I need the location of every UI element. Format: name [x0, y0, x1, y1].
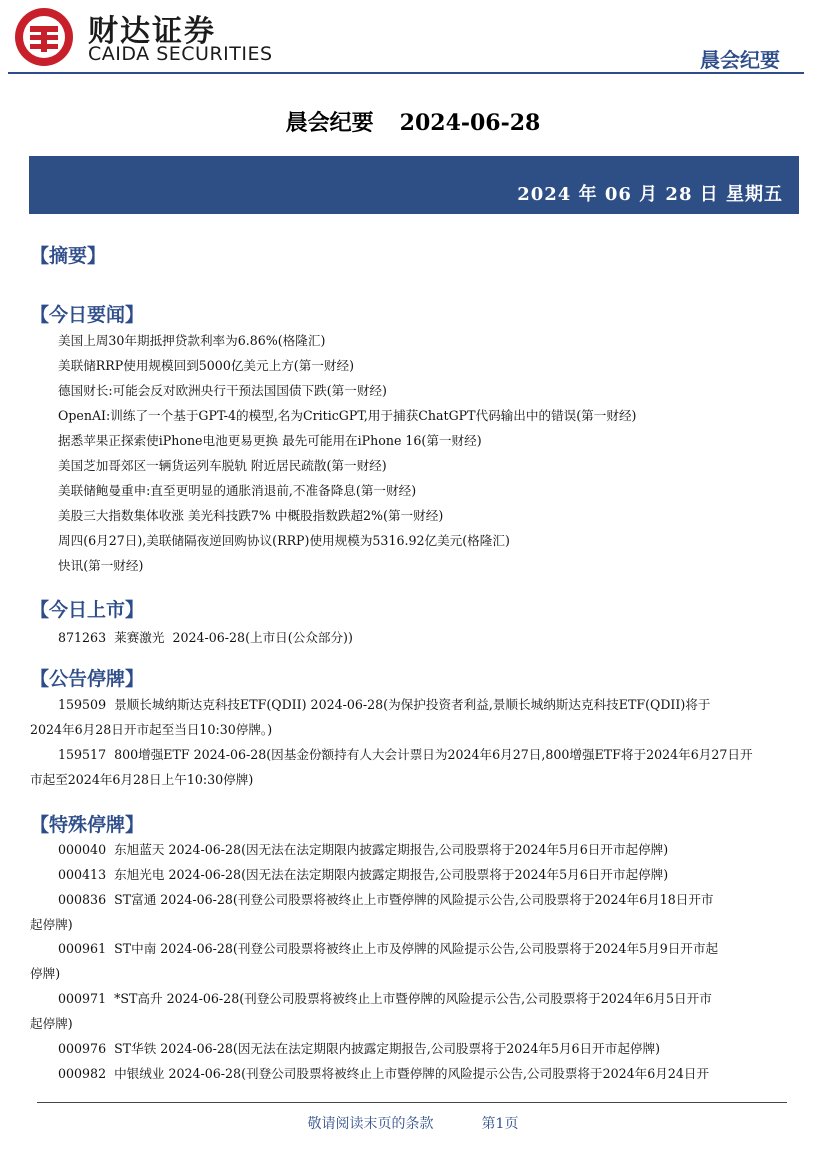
date-banner [29, 156, 799, 214]
page-number: 第1页 [481, 1116, 519, 1132]
news-item: 美联储RRP使用规模回到5000亿美元上方(第一财经) [58, 358, 355, 373]
brand-name-en: CAIDA SECURITIES [88, 43, 273, 65]
section-summary-heading: 【摘要】 [30, 245, 107, 267]
special-halt-item [30, 1036, 798, 1061]
section-announce-halt-heading: 【公告停牌】 [30, 668, 145, 690]
special-halt-line: 000040 东旭蓝天 2024-06-28(因无法在法定期限内披露定期报告,公司股票将于2024年5月6日开市起停牌) [58, 842, 669, 857]
news-item: OpenAI:训练了一个基于GPT-4的模型,名为CriticGPT,用于捕获ChatGPT代码输出中的错误(第一财经) [58, 408, 637, 423]
special-halt-item [30, 936, 798, 986]
listing-item: 871263 莱赛激光 2024-06-28(上市日(公众部分)) [58, 630, 353, 645]
footer-divider [37, 1102, 787, 1103]
special-halt-line: 起停牌) [30, 917, 73, 932]
special-halt-item [30, 887, 798, 937]
special-halt-line: 000976 ST华铁 2024-06-28(因无法在法定期限内披露定期报告,公司股票将于2024年5月6日开市起停牌) [58, 1041, 661, 1056]
footer-notice: 敬请阅读末页的条款 [307, 1116, 434, 1132]
special-halt-line: 000961 ST中南 2024-06-28(刊登公司股票将被终止上市及停牌的风险提示公告,公司股票将于2024年5月9日开市起 [58, 941, 719, 956]
section-listing-heading: 【今日上市】 [30, 599, 145, 621]
announce-halt-line: 159517 800增强ETF 2024-06-28(因基金份额持有人大会计票日为2024年6月27日,800增强ETF将于2024年6月27日开 [58, 747, 753, 762]
news-item: 美联储鲍曼重申:直至更明显的通胀消退前,不准备降息(第一财经) [58, 483, 417, 498]
document-title [0, 106, 826, 137]
special-halt-line: 000836 ST富通 2024-06-28(刊登公司股票将被终止上市暨停牌的风险提示公告,公司股票将于2024年6月18日开市 [58, 892, 714, 907]
announce-halt-line: 市起至2024年6月28日上午10:30停牌) [30, 772, 254, 787]
report-type-label: 晨会纪要 [700, 48, 780, 72]
page-header [0, 0, 826, 80]
title-name: 晨会纪要 [285, 110, 374, 136]
special-halt-line: 000982 中银绒业 2024-06-28(刊登公司股票将被终止上市暨停牌的风险提示公告,公司股票将于2024年6月24日开 [58, 1066, 710, 1081]
special-halt-item [30, 837, 798, 862]
section-news-heading: 【今日要闻】 [30, 304, 145, 326]
caida-logo-icon [13, 6, 75, 68]
news-item: 快讯(第一财经) [58, 558, 144, 573]
announce-halt-item [30, 692, 798, 742]
header-divider [8, 72, 804, 74]
news-item: 德国财长:可能会反对欧洲央行干预法国国债下跌(第一财经) [58, 383, 387, 398]
special-halt-line: 000971 *ST高升 2024-06-28(刊登公司股票将被终止上市暨停牌的风险提示公告,公司股票将于2024年6月5日开市 [58, 991, 712, 1006]
news-item: 美国芝加哥郊区一辆货运列车脱轨 附近居民疏散(第一财经) [58, 458, 387, 473]
special-halt-item [30, 862, 798, 887]
special-halt-line: 停牌) [30, 966, 61, 981]
special-halt-item [30, 1061, 798, 1086]
news-item: 美国上周30年期抵押贷款利率为6.86%(格隆汇) [58, 333, 326, 348]
news-item: 周四(6月27日),美联储隔夜逆回购协议(RRP)使用规模为5316.92亿美元(格隆汇) [58, 533, 510, 548]
special-halt-line: 起停牌) [30, 1016, 73, 1031]
brand-name-cn: 财达证券 [88, 14, 216, 49]
news-item: 美股三大指数集体收涨 美光科技跌7% 中概股指数跌超2%(第一财经) [58, 508, 444, 523]
page-footer [0, 1113, 826, 1133]
announce-halt-line: 2024年6月28日开市起至当日10:30停牌。) [30, 722, 273, 737]
announce-halt-line: 159509 景顺长城纳斯达克科技ETF(QDII) 2024-06-28(为保护投资者利益,景顺长城纳斯达克科技ETF(QDII)将于 [58, 697, 711, 712]
special-halt-item [30, 986, 798, 1036]
date-banner-text: 2024 年 06 月 28 日 星期五 [517, 184, 783, 205]
section-special-halt-heading: 【特殊停牌】 [30, 814, 145, 836]
special-halt-line: 000413 东旭光电 2024-06-28(因无法在法定期限内披露定期报告,公司股票将于2024年5月6日开市起停牌) [58, 867, 669, 882]
announce-halt-item [30, 742, 798, 792]
news-item: 据悉苹果正探索使iPhone电池更易更换 最先可能用在iPhone 16(第一财经) [58, 433, 482, 448]
title-date: 2024-06-28 [399, 110, 541, 136]
